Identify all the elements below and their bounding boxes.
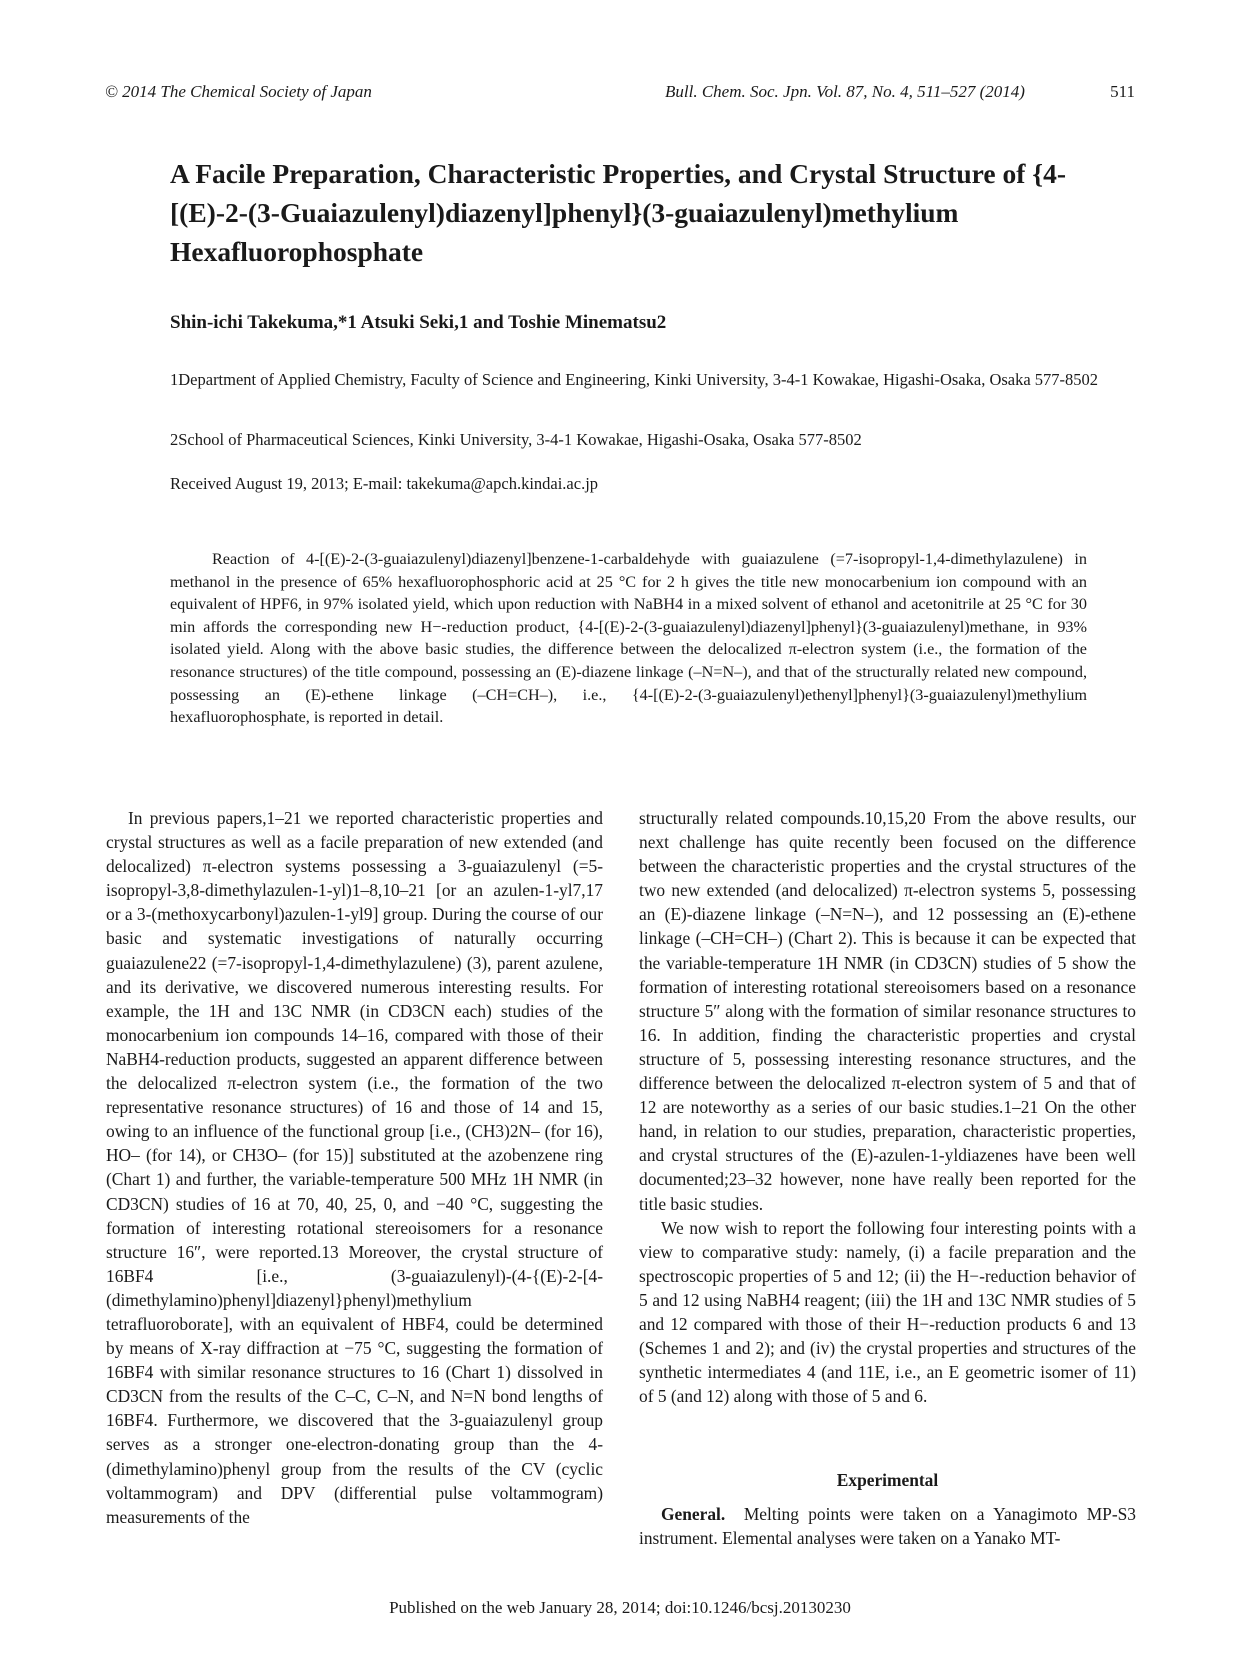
journal-citation: Bull. Chem. Soc. Jpn. Vol. 87, No. 4, 511–527 (2014) xyxy=(665,82,1025,101)
body-right-column xyxy=(639,806,1136,1408)
intro-paragraph-continued: structurally related compounds.10,15,20 From the above results, our next challenge has quite recently been focused on the difference between the characteristic properties and the crystal structures of the two new extended (and delocalized) π-electron systems 5, possessing an (E)-diazene linkage (–N=N–), and 12 possessing an (E)-ethene linkage (–CH=CH–) (Chart 2). This is because it can be expected that the variable-temperature 1H NMR (in CD3CN) studies of 5 show the formation of interesting rotational stereoisomers based on a resonance structure 5″ along with the formation of similar resonance structures to 16. In addition, finding the characteristic properties and crystal structure of 5, possessing interesting resonance structures, and the difference between the delocalized π-electron system of 5 and that of 12 are noteworthy as a series of our basic studies.1–21 On the other hand, in relation to our studies, preparation, characteristic properties, and crystal structures of the (E)-azulen-1-yldiazenes have been well documented;23–32 however, none have really been reported for the title basic studies. xyxy=(639,808,1136,1214)
body-left-column xyxy=(106,806,603,1529)
affiliation-2: 2School of Pharmaceutical Sciences, Kinki University, 3-4-1 Kowakae, Higashi-Osaka, Osaka 577-8502 xyxy=(170,430,862,449)
copyright-notice: © 2014 The Chemical Society of Japan xyxy=(105,82,372,101)
publication-footer: Published on the web January 28, 2014; doi:10.1246/bcsj.20130230 xyxy=(389,1598,851,1617)
aims-paragraph: We now wish to report the following four interesting points with a view to comparative study: namely, (i) a facile preparation and the spectroscopic properties of 5 and 12; (ii) the H−-reduction behavior of 5 and 12 using NaBH4 reagent; (iii) the 1H and 13C NMR studies of 5 and 12 compared with those of their H−-reduction products 6 and 13 (Schemes 1 and 2); and (iv) the crystal properties and structures of the synthetic intermediates 4 (and 11E, i.e., an E geometric isomer of 11) of 5 (and 12) along with those of 5 and 6. xyxy=(639,1217,1136,1407)
affiliation-1: 1Department of Applied Chemistry, Faculty of Science and Engineering, Kinki University, 3-4-1 Kowakae, Higashi-Osaka, Osaka 577-8502 xyxy=(170,370,1099,389)
intro-paragraph: In previous papers,1–21 we reported characteristic properties and crystal structures as well as a facile preparation of new extended (and delocalized) π-electron systems possessing a 3-guaiazulenyl (=5-isopropyl-3,8-dimethylazulen-1-yl)1–8,10–21 [or an azulen-1-yl7,17 or a 3-(methoxycarbonyl)azulen-1-yl9] group. During the course of our basic and systematic investigations of naturally occurring guaiazulene22 (=7-isopropyl-1,4-dimethylazulene) (3), parent azulene, and its derivative, we discovered numerous interesting results. For example, the 1H and 13C NMR (in CD3CN each) studies of the monocarbenium ion compounds 14–16, compared with those of their NaBH4-reduction products, suggested an apparent difference between the delocalized π-electron system (i.e., the formation of the two representative resonance structures) of 16 and those of 14 and 15, owing to an influence of the functional group [i.e., (CH3)2N– (for 16), HO– (for 14), or CH3O– (for 15)] substituted at the azobenzene ring (Chart 1) and further, the variable-temperature 500 MHz 1H NMR (in CD3CN) studies of 16 at 70, 40, 25, 0, and −40 °C, suggesting the formation of interesting rotational stereoisomers for a resonance structure 16″, were reported.13 Moreover, the crystal structure of 16BF4 [i.e., (3-guaiazulenyl)-(4-{(E)-2-[4-(dimethylamino)phenyl]diazenyl}phenyl)methylium tetrafluoroborate], with an equivalent of HBF4, could be determined by means of X-ray diffraction at −75 °C, suggesting the formation of 16BF4 with similar resonance structures to 16 (Chart 1) dissolved in CD3CN from the results of the C–C, C–N, and N=N bond lengths of 16BF4. Furthermore, we discovered that the 3-guaiazulenyl group serves as a stronger one-electron-donating group than the 4-(dimethylamino)phenyl group from the results of the CV (cyclic voltammogram) and DPV (differential pulse voltammogram) measurements of the xyxy=(106,808,603,1527)
page-number: 511 xyxy=(1110,82,1135,101)
abstract: Reaction of 4-[(E)-2-(3-guaiazulenyl)diazenyl]benzene-1-carbaldehyde with guaiazulene (=7-isopropyl-1,4-dimethylazulene) in methanol in the presence of 65% hexafluorophosphoric acid at 25 °C for 2 h gives the title new monocarbenium ion compound with an equivalent of HPF6, in 97% isolated yield, which upon reduction with NaBH4 in a mixed solvent of ethanol and acetonitrile at 25 °C for 30 min affords the corresponding new H−-reduction product, {4-[(E)-2-(3-guaiazulenyl)diazenyl]phenyl}(3-guaiazulenyl)methane, in 93% isolated yield. Along with the above basic studies, the difference between the delocalized π-electron system (i.e., the formation of the resonance structures) of the title compound, possessing an (E)-diazene linkage (–N=N–), and that of the structurally related new compound, possessing an (E)-ethene linkage (–CH=CH–), i.e., {4-[(E)-2-(3-guaiazulenyl)ethenyl]phenyl}(3-guaiazulenyl)methylium hexafluorophosphate, is reported in detail. xyxy=(170,550,1087,727)
author-list: Shin-ichi Takekuma,*1 Atsuki Seki,1 and Toshie Minematsu2 xyxy=(170,312,667,333)
article-title: A Facile Preparation, Characteristic Properties, and Crystal Structure of {4-[(E)-2-(3-Guaiazulenyl)diazenyl]phenyl}(3-guaiazulenyl)methylium Hexafluorophosphate xyxy=(170,158,1066,267)
general-paragraph xyxy=(639,1502,1136,1550)
general-label: General. xyxy=(661,1504,726,1524)
general-text: Melting points were taken on a Yanagimoto MP-S3 instrument. Elemental analyses were taken on a Yanako MT- xyxy=(639,1504,1136,1549)
received-date-email: Received August 19, 2013; E-mail: takekuma@apch.kindai.ac.jp xyxy=(170,474,599,493)
section-heading-experimental: Experimental xyxy=(836,1470,939,1490)
journal-citation-header xyxy=(665,82,1135,102)
